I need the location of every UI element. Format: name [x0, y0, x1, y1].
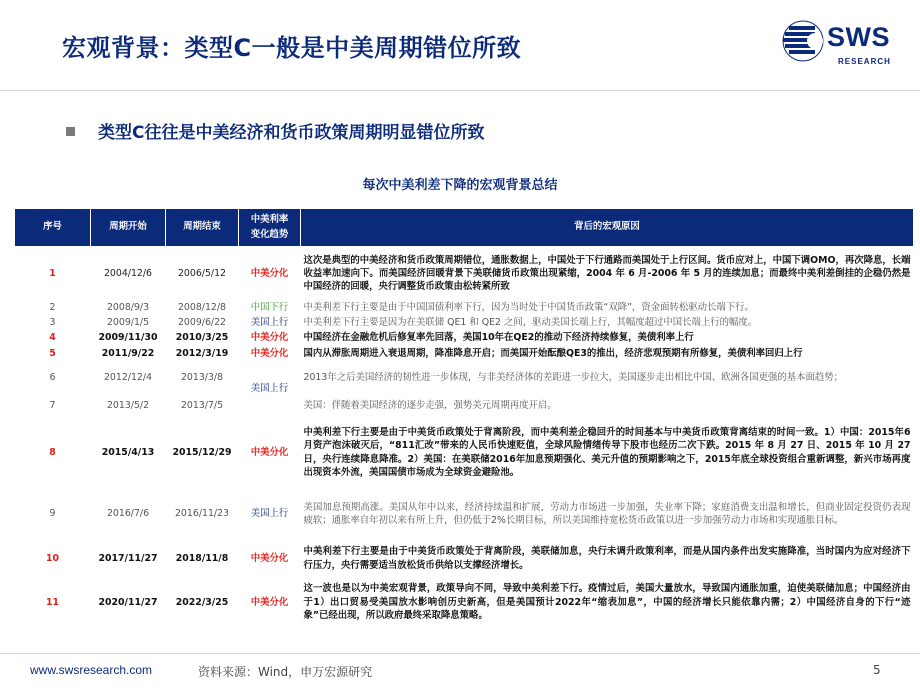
cell-end: 2015/12/29 — [172, 446, 232, 458]
page-title: 宏观背景：类型C一般是中美周期错位所致 — [62, 34, 522, 62]
cell-reason: 这一波也是以为中美宏观背景，政策导向不同，导致中美利差下行。疫情过后，美国大量放水，导致国内通胀加重，迫使美联储加息；中国经济由于1）出口贸易受美国放水影响创历史新高，但是美国预计2022年“缩表加息”，中国的经济增长只能依靠内需；2）中国经济自身的下行“迹象”已经出现，所以政府最终采取降息策略。 — [303, 583, 911, 622]
table-row — [15, 362, 914, 395]
cell-no: 9 — [49, 508, 56, 520]
header-divider — [0, 90, 920, 91]
cell-trend: 中美分化 — [250, 347, 289, 359]
cell-no: 6 — [49, 372, 56, 384]
sws-logo-icon — [780, 18, 826, 64]
cell-start: 2011/9/22 — [101, 347, 155, 359]
cell-end: 2022/3/25 — [175, 596, 229, 608]
cell-reason: 这次是典型的中美经济和货币政策周期错位，通胀数据上，中国处于下行通路而美国处于上行区间。货币应对上，中国下调OMO，再次降息，长端收益率加速向下。而美国经济回暖背景下美联储货币政策出现紧缩，2004 年 6 月-2006 年 5 月的连续加息；而最终中美利差倒挂的企稳仍然是中国经济的回暖，央行调整货币政策由松转紧所致 — [303, 254, 911, 293]
cell-end: 2012/3/19 — [175, 347, 229, 359]
table-row — [15, 395, 914, 417]
table-header-row — [15, 209, 914, 247]
table-row — [15, 489, 914, 540]
logo-text: SWS — [827, 22, 891, 52]
footer-website-link[interactable]: www.swsresearch.com — [30, 663, 153, 677]
header-reason: 背后的宏观原因 — [301, 209, 914, 247]
cell-reason: 国内从滞胀周期进入衰退周期，降准降息开启；而美国开始酝酿QE3的推出，经济悲观预期有所修复，美债利率回归上行 — [303, 347, 803, 359]
page-number: 5 — [873, 663, 881, 677]
table-row — [15, 331, 914, 346]
cell-start: 2016/7/6 — [106, 508, 150, 520]
table-row — [15, 578, 914, 628]
cell-trend: 美国上行 — [250, 317, 289, 329]
cell-end: 2006/5/12 — [177, 268, 227, 280]
cell-trend: 美国上行 — [250, 508, 289, 520]
cell-no: 10 — [45, 552, 60, 564]
table-row — [15, 247, 914, 301]
cell-end: 2013/3/8 — [180, 372, 224, 384]
section-subtitle: 类型C往往是中美经济和货币政策周期明显错位所致 — [98, 123, 485, 143]
cell-trend: 中美分化 — [250, 332, 289, 344]
cell-start: 2004/12/6 — [103, 268, 153, 280]
logo-subtext: RESEARCH — [838, 57, 891, 66]
cell-reason: 美国：伴随着美国经济的逐步走强，强势美元周期再度开启。 — [303, 399, 557, 411]
cell-reason: 美国加息预期高涨。美国从年中以来，经济持续温和扩展，劳动力市场进一步加强，失业率下降；家庭消费支出温和增长，但商业固定投资仍表现疲软；通胀率自年初以来有所上升，但仍低于2%长期目标，所以美国维持宽松货币政策以进一步加强劳动力市场和实现通胀目标。 — [303, 501, 911, 526]
cell-reason: 中美利差下行主要是由于中美货币政策处于背离阶段，美联储加息，央行未调升政策利率，而是从国内条件出发实施降准，当时国内为应对经济下行压力，央行需要适当放松货币供给以支撑经济增长。 — [303, 546, 911, 571]
table-row — [15, 417, 914, 489]
cell-start: 2013/5/2 — [106, 399, 150, 411]
cell-start: 2009/11/30 — [98, 332, 158, 344]
cell-end: 2018/11/8 — [175, 552, 229, 564]
cell-no: 2 — [49, 302, 56, 314]
cell-start: 2012/12/4 — [103, 372, 153, 384]
cell-no: 1 — [49, 268, 56, 280]
cell-reason: 中国经济在金融危机后修复率先回落，美国10年在QE2的推动下经济持续修复，美债利率上行 — [303, 332, 694, 344]
header-start: 周期开始 — [91, 209, 166, 247]
cell-start: 2015/4/13 — [101, 446, 155, 458]
cell-no: 5 — [49, 347, 56, 359]
cell-end: 2009/6/22 — [177, 317, 227, 329]
sws-logo — [780, 16, 908, 72]
footer-divider — [0, 653, 920, 654]
cell-reason: 中美利差下行主要是由于中国国债利率下行，因为当时处于中国货币政策“双降”，资金面转松驱动长端下行。 — [303, 302, 754, 314]
cell-trend: 美国上行 — [250, 383, 289, 395]
footer-source: 资料来源：Wind，申万宏源研究 — [198, 665, 373, 679]
table-row — [15, 346, 914, 362]
summary-table — [14, 208, 914, 628]
cell-trend: 中美分化 — [250, 446, 289, 458]
bullet-square-icon — [66, 127, 75, 136]
cell-start: 2009/1/5 — [106, 317, 150, 329]
cell-no: 3 — [49, 317, 56, 329]
cell-trend: 中国下行 — [250, 302, 289, 314]
cell-reason: 中美利差下行主要是因为在美联储 QE1 和 QE2 之间，驱动美国长端上行，其幅度超过中国长端上行的幅度。 — [303, 317, 758, 329]
cell-trend: 中美分化 — [250, 268, 289, 280]
cell-reason: 中美利差下行主要是由于中美货币政策处于背离阶段，而中美利差企稳回升的时间基本与中美货币政策背离结束的时间一致。1）中国：2015年6月资产泡沫破灭后，“811汇改”带来的人民币快速贬值，全球风险情绪传导下股市也经历二次下跌。2015 年 8 月 27 日、2015 年 10 月 27 日，央行连续降息降准。2）美国：在美联储2016年加息预期强化、美元升值的预期影响之下，2015年底全球投资组合重新调整，新兴市场再度出现资本外流，美国国债市场成为全球资金避险池。 — [303, 426, 911, 478]
header-no: 序号 — [15, 209, 91, 247]
cell-reason: 2013年之后美国经济的韧性进一步体现，与非美经济体的差距进一步拉大，美国逐步走出相比中国、欧洲各国更强的基本面趋势； — [303, 372, 843, 384]
cell-trend: 中美分化 — [250, 552, 289, 564]
cell-end: 2010/3/25 — [175, 332, 229, 344]
table-caption: 每次中美利差下降的宏观背景总结 — [362, 178, 558, 193]
cell-end: 2016/11/23 — [174, 508, 230, 520]
table-row — [15, 301, 914, 316]
cell-no: 8 — [49, 446, 56, 458]
table-row — [15, 316, 914, 331]
cell-start: 2017/11/27 — [98, 552, 158, 564]
cell-start: 2008/9/3 — [106, 302, 150, 314]
cell-start: 2020/11/27 — [98, 596, 158, 608]
table-row — [15, 540, 914, 578]
cell-no: 4 — [49, 332, 56, 344]
cell-no: 7 — [49, 399, 56, 411]
header-trend: 中美利率变化趋势 — [239, 209, 301, 247]
header-end: 周期结束 — [166, 209, 239, 247]
cell-no: 11 — [45, 596, 60, 608]
cell-trend: 中美分化 — [250, 596, 289, 608]
cell-end: 2008/12/8 — [177, 302, 227, 314]
cell-end: 2013/7/5 — [180, 399, 224, 411]
